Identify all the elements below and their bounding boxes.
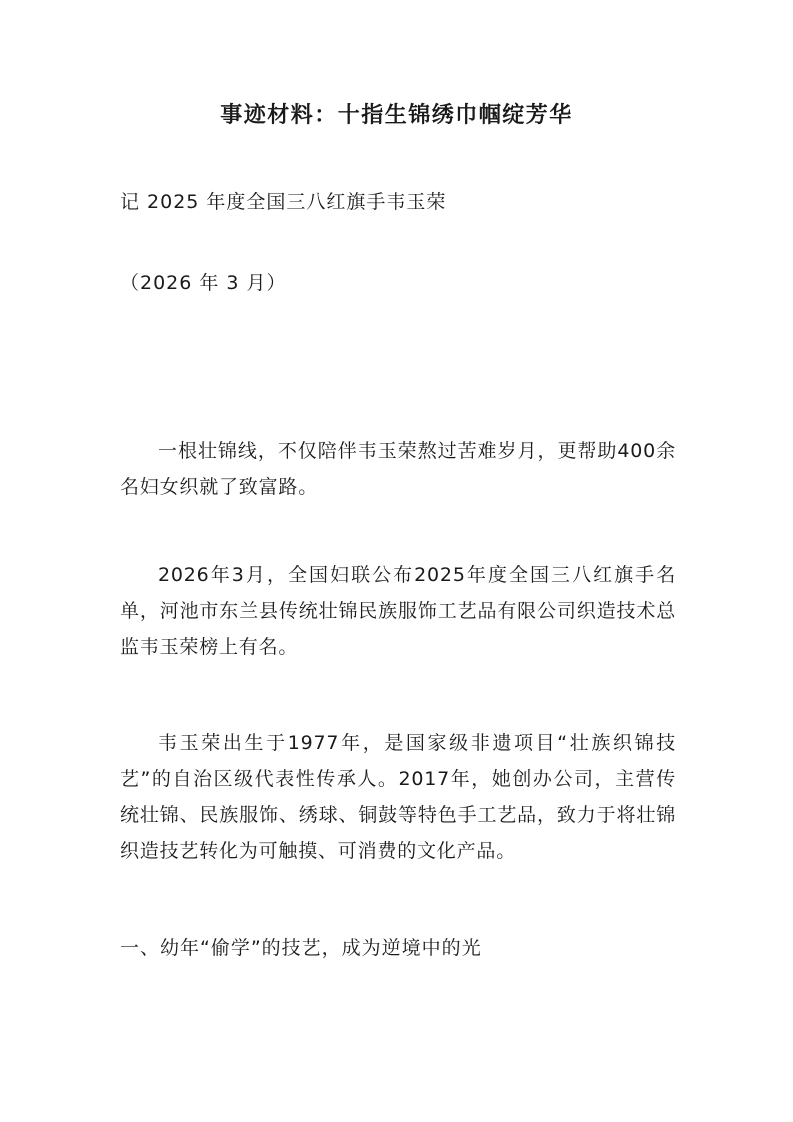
- section-heading: 一、幼年“偷学”的技艺，成为逆境中的光: [120, 937, 482, 959]
- paragraph-announcement: 2026年3月，全国妇联公布2025年度全国三八红旗手名单，河池市东兰县传统壮锦民族服饰工艺品有限公司织造技术总监韦玉荣榜上有名。: [120, 564, 676, 658]
- document-title: 事迹材料：十指生锦绣巾帼绽芳华: [220, 103, 573, 128]
- paragraph-intro: 一根壮锦线，不仅陪伴韦玉荣熬过苦难岁月，更帮助400余名妇女织就了致富路。: [120, 440, 676, 498]
- document-subtitle: 记 2025 年度全国三八红旗手韦玉荣: [120, 191, 447, 213]
- document-date: （2026 年 3 月）: [120, 272, 287, 294]
- paragraph-biography: 韦玉荣出生于1977年，是国家级非遗项目“壮族织锦技艺”的自治区级代表性传承人。2017年，她创办公司，主营传统壮锦、民族服饰、绣球、铜鼓等特色手工艺品，致力于将壮锦织造技艺转化为可触摸、可消费的文化产品。: [120, 732, 676, 862]
